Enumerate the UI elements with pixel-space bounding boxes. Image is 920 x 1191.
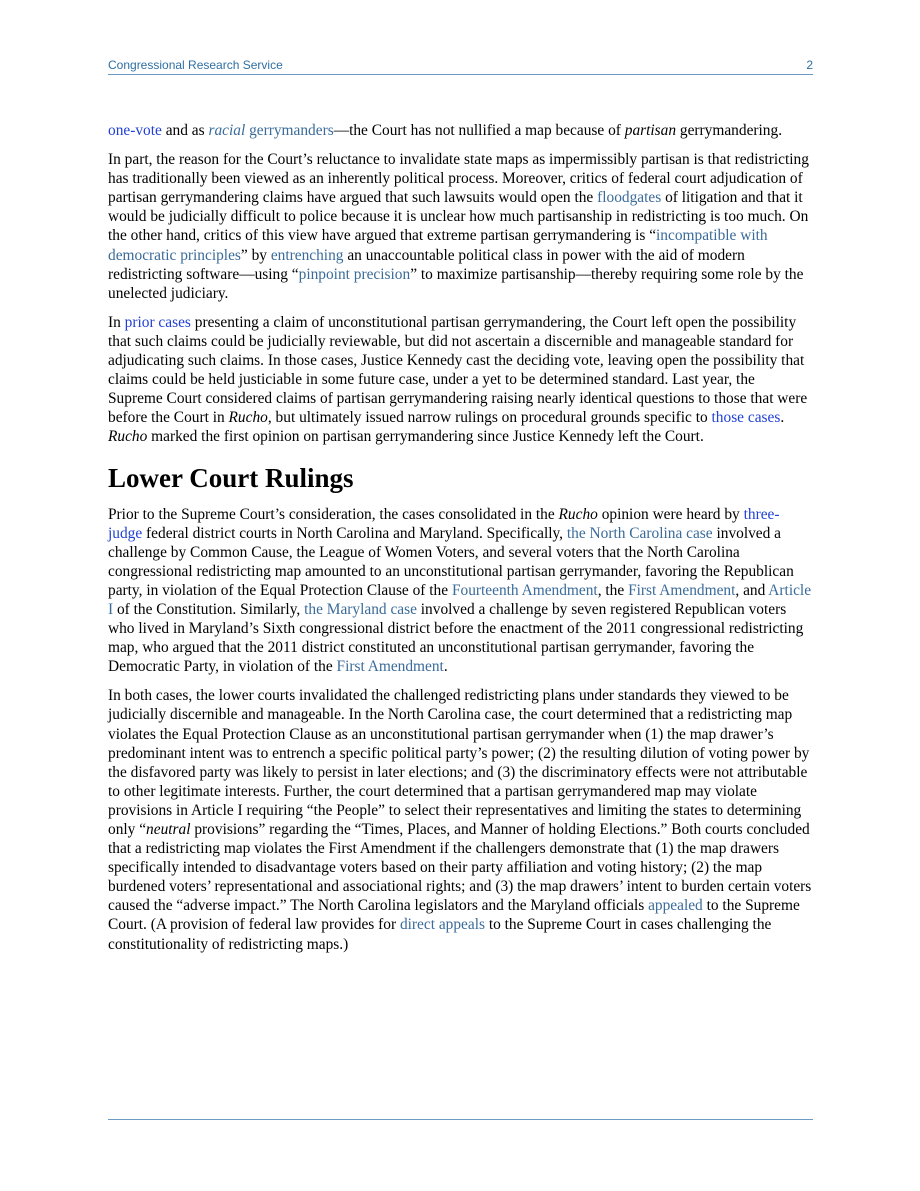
text: of litigation and that it would be judicially difficult to police because it is unclear how much partisanship in redistricting is too much. On the other hand, critics of this view have argued that extreme partisan gerrymandering is “ xyxy=(108,189,809,245)
text: , the xyxy=(597,581,629,599)
text: In both cases, the lower courts invalidated the challenged redistricting plans under standards they viewed to be judicially discernible and manageable. In the North Carolina case, the court determined that a redistricting map violates the Equal Protection Clause as an unconstitutional partisan gerrymander when (1) the map drawer’s predominant intent was to entrench a specific political party’s power; (2) the resulting dilution of voting power by the disfavored party was likely to persist in later elections; and (3) the discriminatory effects were not attributable to other legitimate interests. Further, the court determined that a partisan gerrymandered map may violate provisions in Article I requiring “the People” to select their representatives and limiting the states to determining only “ xyxy=(108,687,810,838)
text: . xyxy=(780,409,785,427)
link-incompatible[interactable]: incompatible with democratic principles xyxy=(108,227,768,264)
text: and as xyxy=(161,122,209,139)
link-floodgates[interactable]: floodgates xyxy=(597,189,662,207)
page-number: 2 xyxy=(806,58,813,72)
link-pinpoint-precision[interactable]: pinpoint precision xyxy=(298,265,411,283)
text: , and xyxy=(735,581,769,599)
link-appealed[interactable]: appealed xyxy=(648,897,703,915)
header-org: Congressional Research Service xyxy=(108,58,283,72)
text: of the Constitution. Similarly, xyxy=(113,600,305,618)
link-racial-em: racial xyxy=(208,122,246,139)
emphasis-rucho: Rucho xyxy=(558,505,598,523)
paragraph-3 xyxy=(108,313,813,447)
link-direct-appeals[interactable]: direct appeals xyxy=(399,916,485,934)
link-entrenching[interactable]: entrenching xyxy=(270,246,344,264)
text: federal district courts in North Carolina and Maryland. Specifically, xyxy=(142,524,567,542)
text: gerrymandering. xyxy=(676,122,783,139)
text: —the Court has not nullified a map because of xyxy=(333,122,625,139)
footer-rule xyxy=(108,1119,813,1120)
paragraph-2 xyxy=(108,150,813,303)
header-rule xyxy=(108,74,813,75)
emphasis-partisan: partisan xyxy=(624,122,677,139)
link-those-cases[interactable]: those cases xyxy=(711,409,781,427)
text: ” by xyxy=(240,246,271,264)
link-prior-cases[interactable]: prior cases xyxy=(124,313,191,331)
text: marked the first opinion on partisan gerrymandering since Justice Kennedy left the Court. xyxy=(147,428,704,446)
text: presenting a claim of unconstitutional partisan gerrymandering, the Court left open the possibility that such claims could be judicially reviewable, but did not ascertain a discernible and manageable standard for adjudicating such claims. In those cases, Justice Kennedy cast the deciding vote, leaving open the possibility that claims could be held justiciable in some future case, under a yet to be determined standard. Last year, the Supreme Court considered claims of partisan gerrymandering raising nearly identical questions to those that were before the Court in xyxy=(108,313,808,427)
text: to the Supreme Court in cases challenging the constitutionality of redistricting maps.) xyxy=(108,916,772,953)
text: In xyxy=(108,313,125,331)
text: involved a challenge by seven registered Republican voters who lived in Maryland’s Sixth congressional district before the enactment of the 2011 congressional redistricting map, who argued that the 2011 district constituted an unconstitutional partisan gerrymander, favoring the Democratic Party, in violation of the xyxy=(108,600,804,676)
text: to the Supreme Court. (A provision of federal law provides for xyxy=(108,897,800,934)
page-header xyxy=(108,58,813,74)
section-heading: Lower Court Rulings xyxy=(108,462,354,493)
paragraph-5 xyxy=(108,686,813,953)
text: , but ultimately issued narrow rulings on procedural grounds specific to xyxy=(267,409,712,427)
link-racial-rest: gerrymanders xyxy=(245,122,334,139)
emphasis-rucho: Rucho xyxy=(228,409,268,427)
text: involved a challenge by Common Cause, the League of Women Voters, and several voters that the North Carolina congressional redistricting map amounted to an unconstitutional partisan gerrymander, favoring the Republican party, in violation of the Equal Protection Clause of the xyxy=(108,524,794,599)
link-fourteenth-amendment[interactable]: Fourteenth Amendment xyxy=(451,581,598,599)
link-racial-gerrymanders[interactable] xyxy=(208,122,333,139)
link-article-i[interactable]: Article I xyxy=(108,581,812,618)
text: opinion were heard by xyxy=(597,505,744,523)
text: In part, the reason for the Court’s reluctance to invalidate state maps as impermissibly partisan is that redistricting has traditionally been viewed as an inherently political process. Moreover, critics of federal court adjudication of partisan gerrymandering claims have argued that such lawsuits would open the xyxy=(108,151,809,207)
link-first-amendment-2[interactable]: First Amendment xyxy=(336,658,444,676)
emphasis-neutral: neutral xyxy=(146,821,191,838)
paragraph-1 xyxy=(108,121,813,140)
text: ” to maximize partisanship—thereby requiring some role by the unelected judiciary. xyxy=(108,265,804,302)
text: provisions” regarding the “Times, Places, and Manner of holding Elections.” Both courts concluded that a redistricting map violates the First Amendment if the challengers demonstrate that (1) the map drawers specifically intended to disadvantage voters based on their party affiliation and voting history; (2) the map burdened voters’ representational and associational rights; and (3) the map drawers’ intent to burden certain voters caused the “adverse impact.” The North Carolina legislators and the Maryland officials xyxy=(108,821,812,915)
text: . xyxy=(443,658,448,676)
text: Prior to the Supreme Court’s consideration, the cases consolidated in the xyxy=(108,505,559,523)
link-maryland-case[interactable]: the Maryland case xyxy=(304,600,417,618)
emphasis-rucho: Rucho xyxy=(108,428,148,446)
link-north-carolina-case[interactable]: the North Carolina case xyxy=(566,524,713,542)
link-first-amendment[interactable]: First Amendment xyxy=(628,581,736,599)
link-three-judge[interactable]: three-judge xyxy=(108,505,780,542)
paragraph-4 xyxy=(108,505,813,677)
link-one-vote[interactable]: one-vote xyxy=(108,122,162,139)
document-body xyxy=(108,121,813,964)
text: an unaccountable political class in power with the aid of modern redistricting software—using “ xyxy=(108,246,745,283)
